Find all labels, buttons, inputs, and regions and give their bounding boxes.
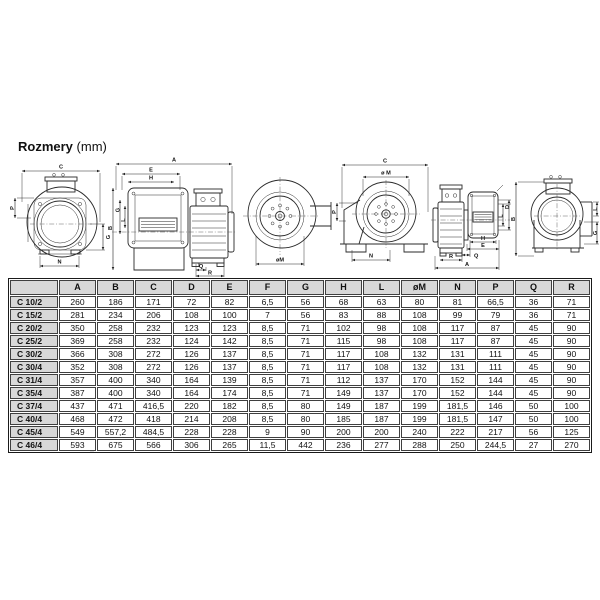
table-cell: 240: [401, 426, 438, 438]
table-cell: 232: [135, 322, 172, 334]
table-cell: 199: [401, 400, 438, 412]
table-cell: 108: [401, 335, 438, 347]
table-cell: 45: [515, 374, 552, 386]
diagram-front-view-right: [511, 175, 599, 256]
table-cell: 222: [439, 426, 476, 438]
dim-label-N: N: [57, 259, 62, 266]
table-head: [10, 280, 590, 295]
corner-cell: [10, 280, 58, 295]
table-cell: 82: [211, 296, 248, 308]
table-cell: 149: [325, 387, 362, 399]
table-cell: 277: [363, 439, 400, 451]
table-cell: 199: [401, 413, 438, 425]
table-cell: 228: [211, 426, 248, 438]
table-cell: 8,5: [249, 361, 286, 373]
table-cell: 111: [477, 348, 514, 360]
table-cell: 90: [553, 322, 590, 334]
table-cell: 63: [363, 296, 400, 308]
table-cell: 100: [211, 309, 248, 321]
table-cell: 137: [363, 374, 400, 386]
model-cell: C 25/2: [10, 335, 58, 347]
table-cell: 126: [173, 361, 210, 373]
table-cell: 244,5: [477, 439, 514, 451]
column-header: B: [97, 280, 134, 295]
table-cell: 214: [173, 413, 210, 425]
table-cell: 68: [325, 296, 362, 308]
table-cell: 90: [553, 348, 590, 360]
table-cell: 90: [553, 335, 590, 347]
column-header: D: [173, 280, 210, 295]
model-cell: C 40/4: [10, 413, 58, 425]
table-cell: 437: [59, 400, 96, 412]
table-cell: 142: [211, 335, 248, 347]
table-cell: 79: [477, 309, 514, 321]
table-cell: 90: [287, 426, 324, 438]
table-cell: 98: [363, 322, 400, 334]
table-cell: 185: [325, 413, 362, 425]
table-cell: 236: [325, 439, 362, 451]
table-cell: 146: [477, 400, 514, 412]
table-cell: 56: [287, 309, 324, 321]
dim-label-R: R: [207, 270, 213, 277]
table-cell: 152: [439, 387, 476, 399]
table-cell: 144: [477, 387, 514, 399]
table-cell: 100: [553, 413, 590, 425]
table-cell: 81: [439, 296, 476, 308]
dim-label-G: G: [106, 234, 112, 240]
diagram-side-view-motor-left: [431, 185, 511, 270]
dim-label-L2: L: [498, 214, 505, 218]
title-unit: (mm): [76, 139, 107, 154]
table-cell: 170: [401, 387, 438, 399]
diagram-front-view-left: [10, 165, 112, 269]
model-cell: C 45/4: [10, 426, 58, 438]
table-cell: 181,5: [439, 413, 476, 425]
table-cell: 484,5: [135, 426, 172, 438]
column-header: H: [325, 280, 362, 295]
table-cell: 471: [97, 400, 134, 412]
table-cell: 45: [515, 348, 552, 360]
model-cell: C 30/2: [10, 348, 58, 360]
terminal-box: [47, 181, 75, 192]
dimension-diagrams: [0, 156, 600, 278]
table-cell: 8,5: [249, 374, 286, 386]
table-cell: 90: [553, 387, 590, 399]
dim-label-Q: Q: [198, 264, 204, 270]
table-row: [10, 413, 590, 425]
table-cell: 87: [477, 322, 514, 334]
table-cell: 99: [439, 309, 476, 321]
table-cell: 340: [135, 387, 172, 399]
page-artifact-mark: –: [90, 448, 94, 455]
table-cell: 149: [325, 400, 362, 412]
table-cell: 147: [477, 413, 514, 425]
dim-label-P2: P: [332, 210, 338, 214]
table-cell: 131: [439, 361, 476, 373]
table-cell: 124: [173, 335, 210, 347]
table-cell: 71: [553, 296, 590, 308]
table-cell: 186: [97, 296, 134, 308]
table-body: [10, 296, 590, 451]
dim-label-G3: G: [593, 230, 600, 236]
table-cell: 117: [325, 348, 362, 360]
table-cell: 472: [97, 413, 134, 425]
outlet-flange-plate-2: [468, 192, 498, 238]
table-cell: 66,5: [477, 296, 514, 308]
table-cell: 206: [135, 309, 172, 321]
dimensions-table: [8, 278, 592, 453]
table-cell: 418: [135, 413, 172, 425]
table-cell: 228: [173, 426, 210, 438]
table-row: [10, 322, 590, 334]
column-header: G: [287, 280, 324, 295]
table-cell: 7: [249, 309, 286, 321]
table-cell: 117: [325, 361, 362, 373]
table-cell: 272: [135, 361, 172, 373]
model-cell: C 35/4: [10, 387, 58, 399]
dim-label-P: P: [10, 206, 16, 210]
table-cell: 50: [515, 413, 552, 425]
table-cell: 217: [477, 426, 514, 438]
model-cell: C 15/2: [10, 309, 58, 321]
table-cell: 265: [211, 439, 248, 451]
table-cell: 416,5: [135, 400, 172, 412]
table-cell: 182: [211, 400, 248, 412]
table-cell: 144: [477, 374, 514, 386]
table-cell: 8,5: [249, 348, 286, 360]
table-cell: 71: [287, 335, 324, 347]
table-cell: 8,5: [249, 413, 286, 425]
table-cell: 164: [173, 374, 210, 386]
dim-label-R2: R: [448, 254, 454, 260]
table-cell: 102: [325, 322, 362, 334]
table-cell: 9: [249, 426, 286, 438]
table-cell: 308: [97, 348, 134, 360]
dim-label-C: C: [58, 164, 64, 171]
table-row: [10, 387, 590, 399]
table-cell: 56: [287, 296, 324, 308]
table-cell: 137: [211, 348, 248, 360]
table-cell: 566: [135, 439, 172, 451]
table-cell: 557,2: [97, 426, 134, 438]
table-cell: 400: [97, 374, 134, 386]
dim-label-C2: C: [382, 158, 388, 165]
table-cell: 11,5: [249, 439, 286, 451]
dim-label-L3: L: [593, 207, 600, 211]
table-row: [10, 374, 590, 386]
table-cell: 100: [553, 400, 590, 412]
table-cell: 139: [211, 374, 248, 386]
dim-label-oM: øM: [275, 257, 285, 264]
table-cell: 137: [211, 361, 248, 373]
column-header: P: [477, 280, 514, 295]
table-cell: 234: [97, 309, 134, 321]
table-row: [10, 335, 590, 347]
table-cell: 308: [97, 361, 134, 373]
table-cell: 350: [59, 322, 96, 334]
model-cell: C 30/4: [10, 361, 58, 373]
table-cell: 131: [439, 348, 476, 360]
table-cell: 675: [97, 439, 134, 451]
column-header: C: [135, 280, 172, 295]
table-cell: 8,5: [249, 335, 286, 347]
table-cell: 90: [553, 361, 590, 373]
table-cell: 108: [173, 309, 210, 321]
table-cell: 272: [135, 348, 172, 360]
model-cell: C 37/4: [10, 400, 58, 412]
table-cell: 250: [439, 439, 476, 451]
table-cell: 125: [553, 426, 590, 438]
table-cell: 369: [59, 335, 96, 347]
table-cell: 593: [59, 439, 96, 451]
table-cell: 88: [363, 309, 400, 321]
table-cell: 71: [553, 309, 590, 321]
table-cell: 187: [363, 413, 400, 425]
column-header: R: [553, 280, 590, 295]
table-cell: 174: [211, 387, 248, 399]
dim-label-oM2: ø M: [381, 170, 391, 177]
table-cell: 187: [363, 400, 400, 412]
dim-label-G2: G: [115, 207, 122, 213]
table-cell: 170: [401, 374, 438, 386]
column-header: Q: [515, 280, 552, 295]
terminal-box-lid: [45, 177, 77, 181]
table-cell: 45: [515, 335, 552, 347]
table-cell: 108: [401, 322, 438, 334]
table-cell: 98: [363, 335, 400, 347]
dim-label-Q2: Q: [474, 253, 479, 260]
table-cell: 123: [211, 322, 248, 334]
table-cell: 220: [173, 400, 210, 412]
dim-label-N2: N: [368, 253, 374, 260]
table-cell: 117: [439, 322, 476, 334]
dim-label-D: D: [505, 204, 511, 210]
diagram-scroll-view-base: [332, 159, 428, 263]
page-title: [18, 139, 107, 154]
table-cell: 36: [515, 309, 552, 321]
table-cell: 108: [401, 309, 438, 321]
table-cell: 260: [59, 296, 96, 308]
model-cell: C 20/2: [10, 322, 58, 334]
column-header: N: [439, 280, 476, 295]
table-cell: 87: [477, 335, 514, 347]
table-row: [10, 348, 590, 360]
table-cell: 108: [363, 361, 400, 373]
table-cell: 352: [59, 361, 96, 373]
table-cell: 71: [287, 348, 324, 360]
table-cell: 137: [363, 387, 400, 399]
table-cell: 387: [59, 387, 96, 399]
table-cell: 132: [401, 361, 438, 373]
table-cell: 45: [515, 361, 552, 373]
table-cell: 258: [97, 322, 134, 334]
dim-label-H2: H: [480, 236, 486, 242]
table-cell: 357: [59, 374, 96, 386]
column-header: A: [59, 280, 96, 295]
table-row: [10, 426, 590, 438]
table-cell: 115: [325, 335, 362, 347]
model-cell: C 31/4: [10, 374, 58, 386]
table-cell: 164: [173, 387, 210, 399]
diagram-scroll-view: [243, 177, 331, 266]
table-cell: 36: [515, 296, 552, 308]
table-cell: 270: [553, 439, 590, 451]
dim-label-H: H: [148, 175, 154, 182]
table-cell: 549: [59, 426, 96, 438]
table-cell: 6,5: [249, 296, 286, 308]
title-text: Rozmery: [18, 139, 73, 154]
table-cell: 50: [515, 400, 552, 412]
table-cell: 181,5: [439, 400, 476, 412]
table-cell: 80: [287, 400, 324, 412]
dim-label-B: B: [108, 225, 114, 231]
column-header: E: [211, 280, 248, 295]
table-row: [10, 439, 590, 451]
table-cell: 108: [363, 348, 400, 360]
table-cell: 208: [211, 413, 248, 425]
table-cell: 45: [515, 387, 552, 399]
table-cell: 171: [135, 296, 172, 308]
table-cell: 123: [173, 322, 210, 334]
model-cell: C 10/2: [10, 296, 58, 308]
dim-label-B2: B: [511, 216, 517, 222]
table-row: [10, 309, 590, 321]
table-cell: 83: [325, 309, 362, 321]
table-cell: 366: [59, 348, 96, 360]
column-header: øM: [401, 280, 438, 295]
table-cell: 281: [59, 309, 96, 321]
table-cell: 71: [287, 387, 324, 399]
table-cell: 45: [515, 322, 552, 334]
table-cell: 258: [97, 335, 134, 347]
model-cell: C 46/4: [10, 439, 58, 451]
table-cell: 27: [515, 439, 552, 451]
table-cell: 72: [173, 296, 210, 308]
diagram-side-view-motor-right: [108, 158, 236, 278]
table-cell: 200: [325, 426, 362, 438]
table-cell: 288: [401, 439, 438, 451]
table-cell: 71: [287, 361, 324, 373]
column-header: F: [249, 280, 286, 295]
column-header: L: [363, 280, 400, 295]
table-cell: 126: [173, 348, 210, 360]
table-cell: 117: [439, 335, 476, 347]
table-row: [10, 296, 590, 308]
dim-label-E: E: [149, 167, 153, 174]
dim-label-L: L: [121, 218, 127, 222]
dim-label-A: A: [171, 157, 177, 164]
header-row: [10, 280, 590, 295]
table-row: [10, 400, 590, 412]
table-cell: 8,5: [249, 322, 286, 334]
table-cell: 232: [135, 335, 172, 347]
table-cell: 132: [401, 348, 438, 360]
table-cell: 112: [325, 374, 362, 386]
table-row: [10, 361, 590, 373]
table-cell: 90: [553, 374, 590, 386]
table-cell: 400: [97, 387, 134, 399]
table-cell: 152: [439, 374, 476, 386]
dim-label-A2: A: [464, 261, 470, 268]
table-cell: 442: [287, 439, 324, 451]
table-cell: 71: [287, 322, 324, 334]
table-cell: 111: [477, 361, 514, 373]
table-cell: 200: [363, 426, 400, 438]
table-cell: 80: [287, 413, 324, 425]
table-cell: 80: [401, 296, 438, 308]
table-cell: 468: [59, 413, 96, 425]
table-cell: 8,5: [249, 387, 286, 399]
table-cell: 8,5: [249, 400, 286, 412]
table-cell: 306: [173, 439, 210, 451]
table-cell: 71: [287, 374, 324, 386]
table-cell: 340: [135, 374, 172, 386]
dim-label-E2: E: [481, 243, 485, 249]
table-cell: 56: [515, 426, 552, 438]
